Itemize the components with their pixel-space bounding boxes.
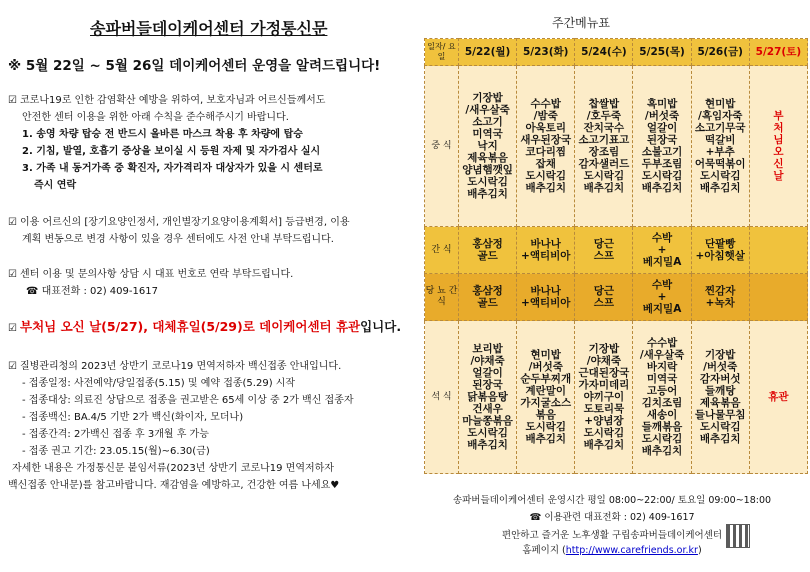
menu-title: 주간메뉴표 [552,16,610,30]
vaccine-type: - 접종백신: BA.4/5 기반 2가 백신(화이자, 모더나) [22,412,244,423]
rule-1: 1. 송영 차량 탑승 전 반드시 올바른 마스크 착용 후 차량에 탑승 [22,129,303,140]
menu-cell: 당근 스프 [575,227,633,274]
menu-table [424,38,808,474]
covid-intro-line2: 안전한 센터 이용을 위한 아래 수칙을 준수해주시기 바랍니다. [22,112,289,123]
holiday-notice: 부처님 오신 날(5/27), 대체휴일(5/29)로 데이케어센터 휴관 [20,319,361,334]
checkbox-icon: ☑ [8,323,17,334]
newsletter-title: 송파버들데이케어센터 가정통신문 [90,19,328,38]
corner-cell: 일자/ 요일 [425,39,459,66]
weekly-menu-panel [414,0,810,572]
menu-cell: 바나나 +액티비아 [517,227,575,274]
grade-section [8,214,350,248]
menu-cell: 현미밥 /흑임자죽 소고기무국 떡갈비 +부추 어묵떡볶이 도시락김 배추김치 [691,66,749,227]
phone-line [414,511,810,525]
menu-cell-holiday: 부 처 님 오 신 날 [749,66,807,227]
menu-cell: 찐감자 +녹차 [691,274,749,321]
homepage-link[interactable]: http://www.carefriends.or.kr [565,545,698,556]
row-label-lunch: 중 식 [425,66,459,227]
menu-cell: 기장밥 /새우살죽 소고기 미역국 낙지 제육볶음 양념햄깻잎 도시락김 배추김치 [459,66,517,227]
holiday-section [8,318,401,337]
menu-cell [749,227,807,274]
vaccine-outro-line2: 백신접종 안내문)를 참고바랍니다. 재감염을 예방하고, 건강한 여름 나세요♥ [8,480,340,491]
menu-cell: 홍삼정 골드 [459,227,517,274]
phone-number: 대표전화 : 02) 409-1617 [41,286,158,297]
row-label-snack: 간 식 [425,227,459,274]
menu-cell: 수수밥 /밤죽 아욱토리 새우된장국 코다리찜 잡채 도시락김 배추김치 [517,66,575,227]
homepage-suffix: ) [697,545,702,556]
vaccine-outro-line1: 자세한 내용은 가정통신문 붙임서류(2023년 상반기 코로나19 면역저하자 [12,463,334,474]
menu-cell: 당근 스프 [575,274,633,321]
rule-3-cont: 즉시 연락 [34,180,77,191]
checkbox-icon: ☑ [8,95,17,106]
diabetic-snack-row [425,274,808,321]
qr-code-icon [726,524,750,548]
operation-notice: ※ 5월 22일 ~ 5월 26일 데이케어센터 운영을 알려드립니다! [8,58,381,74]
row-label-diabetic-snack: 당 뇨 간 식 [425,274,459,321]
menu-phone: 이용관련 대표전화 : 02) 409-1617 [544,512,695,523]
checkbox-icon: ☑ [8,269,17,280]
holiday-suffix: 입니다. [360,319,402,334]
menu-cell: 흑미밥 /버섯죽 얼갈이 된장국 소불고기 두부조림 도시락김 배추김치 [633,66,691,227]
hours-line: 송파버들데이케어센터 운영시간 평일 08:00~22:00/ 토요일 09:00~18:00 [452,495,772,506]
homepage-prefix: 홈페이지 ( [522,545,566,556]
contact-section [8,266,293,300]
snack-row [425,227,808,274]
menu-cell: 수박 + 베지밀A [633,274,691,321]
day-header-saturday: 5/27(토) [749,39,807,66]
day-header: 5/26(금) [691,39,749,66]
checkbox-icon: ☑ [8,217,17,228]
menu-cell: 바나나 +액티비아 [517,274,575,321]
lunch-row [425,66,808,227]
phone-icon: ☎ [529,512,545,523]
menu-cell-closed: 휴관 [749,321,807,474]
vaccine-section [8,358,354,494]
day-header: 5/24(수) [575,39,633,66]
dinner-row [425,321,808,474]
menu-cell: 기장밥 /버섯죽 감자버섯 들깨탕 제육볶음 들나물무침 도시락김 배추김치 [691,321,749,474]
menu-cell [749,274,807,321]
menu-cell: 보리밥 /야채죽 얼갈이 된장국 닭볶음탕 건새우 마늘쫑볶음 도시락김 배추김치 [459,321,517,474]
day-header: 5/25(목) [633,39,691,66]
covid-section [8,92,325,194]
covid-intro-line1: 코로나19로 인한 감염확산 예방을 위하여, 보호자님과 어르신들께서도 [20,95,326,106]
menu-cell: 수수밥 /새우살죽 바지락 미역국 고등어 김치조림 새송이 들깨볶음 도시락김 배추김치 [633,321,691,474]
menu-cell: 단팥빵 +아침햇살 [691,227,749,274]
checkbox-icon: ☑ [8,361,17,372]
vaccine-schedule: - 접종일정: 사전예약/당일접종(5.15) 및 예약 접종(5.29) 시작 [22,378,296,389]
rule-3: 3. 가족 내 동거가족 중 확진자, 자가격리자 대상자가 있을 시 센터로 [22,163,323,174]
homepage-line [414,544,810,558]
contact-line: 센터 이용 및 문의사항 상담 시 대표 번호로 연락 부탁드립니다. [20,269,294,280]
menu-header-row [425,39,808,66]
menu-cell: 기장밥 /야채죽 근대된장국 가자미데리 야끼구이 도토리묵 +양념장 도시락김 배추김치 [575,321,633,474]
vaccine-interval: - 접종간격: 2가백신 접종 후 3개월 후 가능 [22,429,209,440]
slogan-line: 편안하고 즐거운 노후생활 구립송파버들데이케어센터 [501,530,723,541]
day-header: 5/22(월) [459,39,517,66]
menu-cell: 홍삼정 골드 [459,274,517,321]
menu-cell: 수박 + 베지밀A [633,227,691,274]
rule-2: 2. 기침, 발열, 호흡기 증상을 보이실 시 등원 자제 및 자가검사 실시 [22,146,321,157]
menu-cell: 현미밥 /버섯죽 순두부찌개 계란말이 가지굴소스 볶음 도시락김 배추김치 [517,321,575,474]
row-label-dinner: 석 식 [425,321,459,474]
vaccine-target: - 접종대상: 의료진 상담으로 접종을 권고받은 65세 이상 중 2가 백신 접종자 [22,395,354,406]
phone-icon: ☎ [26,286,42,297]
vaccine-period: - 접종 권고 기간: 23.05.15(월)~6.30(금) [22,446,210,457]
grade-line2: 계획 변동으로 변경 사항이 있을 경우 센터에도 사전 안내 부탁드립니다. [22,234,334,245]
day-header: 5/23(화) [517,39,575,66]
vaccine-intro: 질병관리청의 2023년 상반기 코로나19 면역저하자 백신접종 안내입니다. [20,361,342,372]
grade-line1: 이용 어르신의 [장기요양인정서, 개인별장기요양이용계획서] 등급변경, 이용 [20,217,350,228]
menu-cell: 찹쌀밥 /호두죽 잔치국수 소고기표고 장조림 감자샐러드 도시락김 배추김치 [575,66,633,227]
